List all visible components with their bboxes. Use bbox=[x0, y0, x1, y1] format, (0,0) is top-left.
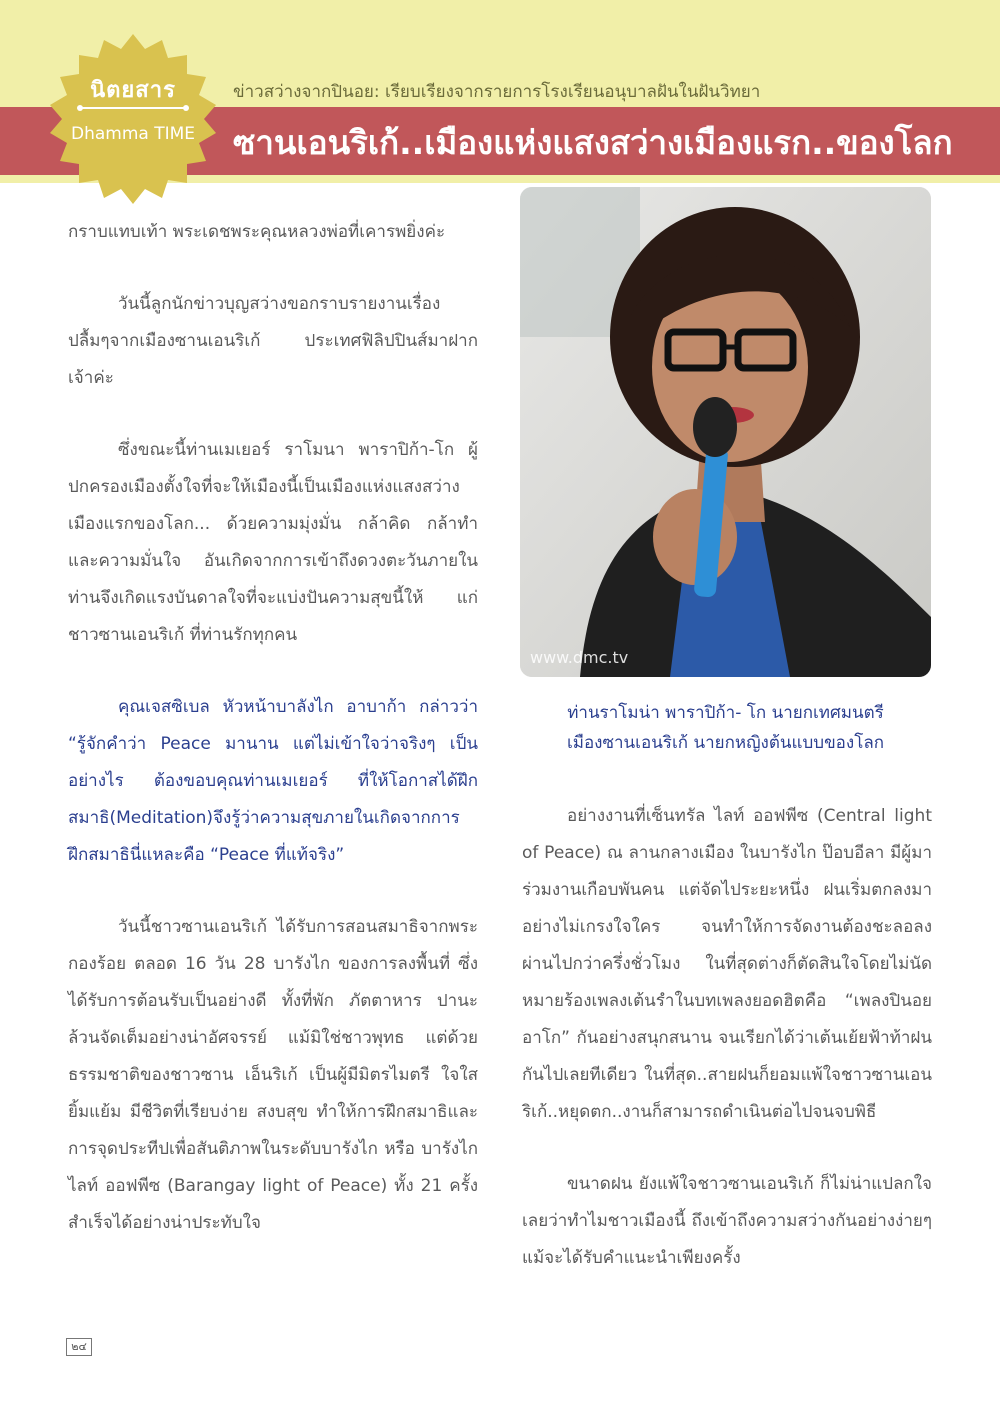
left-column bbox=[68, 214, 478, 1277]
mayor-photo bbox=[520, 187, 931, 677]
paragraph-central-light: อย่างงานที่เซ็นทรัล ไลท์ ออฟพีซ (Central light of Peace) ณ ลานกลางเมือง ในบารังไก ป๊อบอีลา มีผู้มาร่วมงานเกือบพันคน แต่จัดไประยะหนึ่ง ฝนเริ่มตกลงมาอย่างไม่เกรงใจใคร จนทำให้การจัดงานต้องชะลอลง ผ่านไปกว่าครึ่งชั่วโมง ในที่สุดต่างก็ตัดสินใจโดยไม่นัดหมายร้องเพลงเต้นรำในบทเพลงยอดฮิตคือ “เพลงปินอย อาโก” กันอย่างสนุกสนาน จนเรียกได้ว่าเต้นเย้ยฟ้าท้าฝนกันไปเลยทีเดียว ในที่สุด..สายฝนก็ยอมแพ้ใจชาวซานเอนริเก้..หยุดตก..งานก็สามารถดำเนินต่อไปจนจบพิธี bbox=[522, 806, 932, 1122]
paragraph-meditation: วันนี้ชาวซานเอนริเก้ ได้รับการสอนสมาธิจากพระกองร้อย ตลอด 16 วัน 28 บารังไก ของการลงพื้นที่ ซึ่งได้รับการต้อนรับเป็นอย่างดี ทั้งที่พัก ภัตตาหาร ปานะ ล้วนจัดเต็มอย่างน่าอัศจรรย์ แม้มิใช่ชาวพุทธ แต่ด้วยธรรมชาติของชาวซาน เอ็นริเก้ เป็นผู้มีมิตรไมตรี ใจใส ยิ้มแย้ม มีชีวิตที่เรียบง่าย สงบสุข ทำให้การฝึกสมาธิและการจุดประทีปเพื่อสันติภาพในระดับบารังไก หรือ บารังไก ไลท์ ออฟพีซ (Barangay light of Peace) ทั้ง 21 ครั้ง สำเร็จได้อย่างน่าประทับใจ bbox=[68, 917, 478, 1233]
right-column bbox=[522, 798, 932, 1312]
article-kicker: ข่าวสว่างจากปินอย: เรียบเรียงจากรายการโรงเรียนอนุบาลฝันในฝันวิทยา bbox=[233, 82, 761, 102]
paragraph-quote: คุณเจสซิเบล หัวหน้าบาลังไก อาบาก้า กล่าวว่า “รู้จักคำว่า Peace มานาน แต่ไม่เข้าใจว่าจริงๆ เป็นอย่างไร ต้องขอบคุณท่านเมเยอร์ ที่ให้โอกาสได้ฝึกสมาธิ(Meditation)จึงรู้ว่าความสุขภายในเกิดจากการฝึกสมาธินี่แหละคือ “Peace ที่แท้จริง” bbox=[68, 697, 478, 865]
paragraph-mayor: ซึ่งขณะนี้ท่านเมเยอร์ ราโมนา พาราปิก้า-โก ผู้ปกครองเมืองตั้งใจที่จะให้เมืองนี้เป็นเมืองแห่งแสงสว่าง เมืองแรกของโลก... ด้วยความมุ่งมั่น กล้าคิด กล้าทำ และความมั่นใจ อันเกิดจากการเข้าถึงดวงตะวันภายใน ท่านจึงเกิดแรงบันดาลใจที่จะแบ่งปันความสุขนี้ให้ แก่ชาวซานเอนริเก้ ที่ท่านรักทุกคน bbox=[68, 440, 478, 645]
paragraph-intro: วันนี้ลูกนักข่าวบุญสว่างขอกราบรายงานเรื่องปลื้มๆจากเมืองซานเอนริเก้ ประเทศฟิลิปปินส์มาฝากเจ้าค่ะ bbox=[68, 294, 478, 388]
article-headline: ซานเอนริเก้..เมืองแห่งแสงสว่างเมืองแรก..ของโลก bbox=[233, 123, 953, 162]
photo-caption bbox=[520, 698, 931, 758]
magazine-badge bbox=[44, 32, 222, 210]
paragraph-greeting: กราบแทบเท้า พระเดชพระคุณหลวงพ่อที่เคารพยิ่งค่ะ bbox=[68, 222, 446, 242]
badge-subtitle: Dhamma TIME bbox=[70, 124, 196, 144]
badge-title: นิตยสาร bbox=[90, 78, 176, 103]
caption-line-1: ท่านราโมน่า พาราปิก้า- โก นายกเทศมนตรี bbox=[567, 703, 884, 723]
page-number: ๒๔ bbox=[66, 1338, 92, 1356]
mayor-portrait-icon bbox=[520, 187, 931, 677]
photo-watermark: www.dmc.tv bbox=[530, 648, 629, 667]
paragraph-rain: ขนาดฝน ยังแพ้ใจชาวซานเอนริเก้ ก็ไม่น่าแปลกใจเลยว่าทำไมชาวเมืองนี้ ถึงเข้าถึงความสว่างกันอย่างง่ายๆ แม้จะได้รับคำแนะนำเพียงครั้ง bbox=[522, 1174, 932, 1268]
caption-line-2: เมืองซานเอนริเก้ นายกหญิงต้นแบบของโลก bbox=[566, 733, 885, 753]
badge-starburst-icon bbox=[44, 32, 222, 210]
